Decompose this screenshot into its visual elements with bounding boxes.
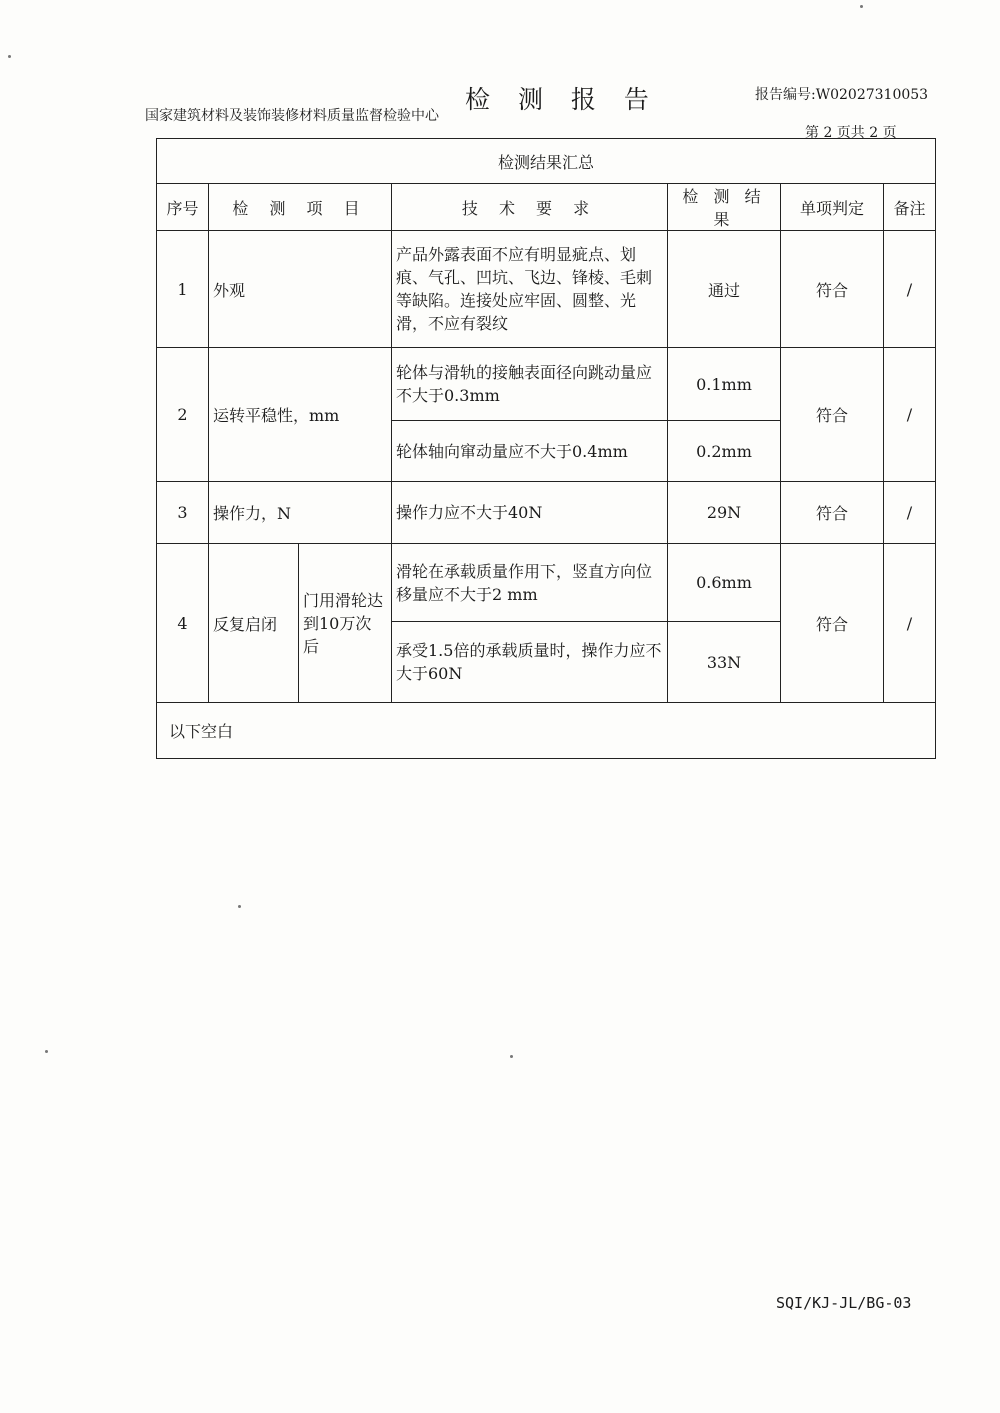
caption-row [157, 139, 936, 184]
table-row [157, 231, 936, 348]
row-item: 外观 [209, 231, 392, 348]
scan-speck [8, 55, 11, 58]
form-code: SQI/KJ-JL/BG-03 [776, 1294, 912, 1312]
row-requirement: 滑轮在承载质量作用下，竖直方向位移量应不大于2 mm [392, 544, 668, 622]
scan-speck [45, 1050, 48, 1053]
row-number: 1 [157, 231, 209, 348]
row-result: 0.6mm [668, 544, 781, 622]
row-requirement: 产品外露表面不应有明显疵点、划痕、气孔、凹坑、飞边、锋棱、毛刺等缺陷。连接处应牢固、圆整、光滑，不应有裂纹 [392, 231, 668, 348]
col-header-no: 序号 [157, 184, 209, 231]
header-row [157, 184, 936, 231]
row-requirement: 轮体轴向窜动量应不大于0.4mm [392, 421, 668, 482]
row-judgement: 符合 [781, 231, 884, 348]
row-number: 3 [157, 482, 209, 544]
table-caption: 检测结果汇总 [157, 139, 936, 184]
row-condition: 门用滑轮达到10万次后 [299, 544, 392, 703]
col-header-requirement: 技 术 要 求 [392, 184, 668, 231]
row-result: 0.1mm [668, 348, 781, 421]
row-result: 通过 [668, 231, 781, 348]
report-title: 检 测 报 告 [465, 85, 659, 114]
row-remark: / [884, 544, 936, 703]
col-header-item: 检 测 项 目 [209, 184, 392, 231]
table-row [157, 348, 936, 421]
row-result: 0.2mm [668, 421, 781, 482]
row-remark: / [884, 231, 936, 348]
col-header-judgement: 单项判定 [781, 184, 884, 231]
results-table [156, 138, 936, 759]
organization-name: 国家建筑材料及装饰装修材料质量监督检验中心 [145, 108, 439, 124]
row-judgement: 符合 [781, 544, 884, 703]
row-result: 33N [668, 622, 781, 703]
row-item: 反复启闭 [209, 544, 299, 703]
scan-speck [238, 905, 241, 908]
row-result: 29N [668, 482, 781, 544]
table-row [157, 482, 936, 544]
blank-below-note: 以下空白 [157, 703, 936, 759]
row-judgement: 符合 [781, 348, 884, 482]
row-judgement: 符合 [781, 482, 884, 544]
row-item: 操作力，N [209, 482, 392, 544]
col-header-result: 检 测 结 果 [668, 184, 781, 231]
table-row [157, 544, 936, 622]
row-number: 2 [157, 348, 209, 482]
row-requirement: 操作力应不大于40N [392, 482, 668, 544]
footer-row [157, 703, 936, 759]
row-number: 4 [157, 544, 209, 703]
row-item: 运转平稳性，mm [209, 348, 392, 482]
col-header-remark: 备注 [884, 184, 936, 231]
page-info: 第 2 页共 2 页 [805, 125, 897, 141]
scan-speck [510, 1055, 513, 1058]
row-remark: / [884, 348, 936, 482]
scan-speck [860, 5, 863, 8]
report-number: 报告编号:W02027310053 [755, 87, 929, 103]
row-remark: / [884, 482, 936, 544]
row-requirement: 承受1.5倍的承载质量时，操作力应不大于60N [392, 622, 668, 703]
row-requirement: 轮体与滑轨的接触表面径向跳动量应不大于0.3mm [392, 348, 668, 421]
